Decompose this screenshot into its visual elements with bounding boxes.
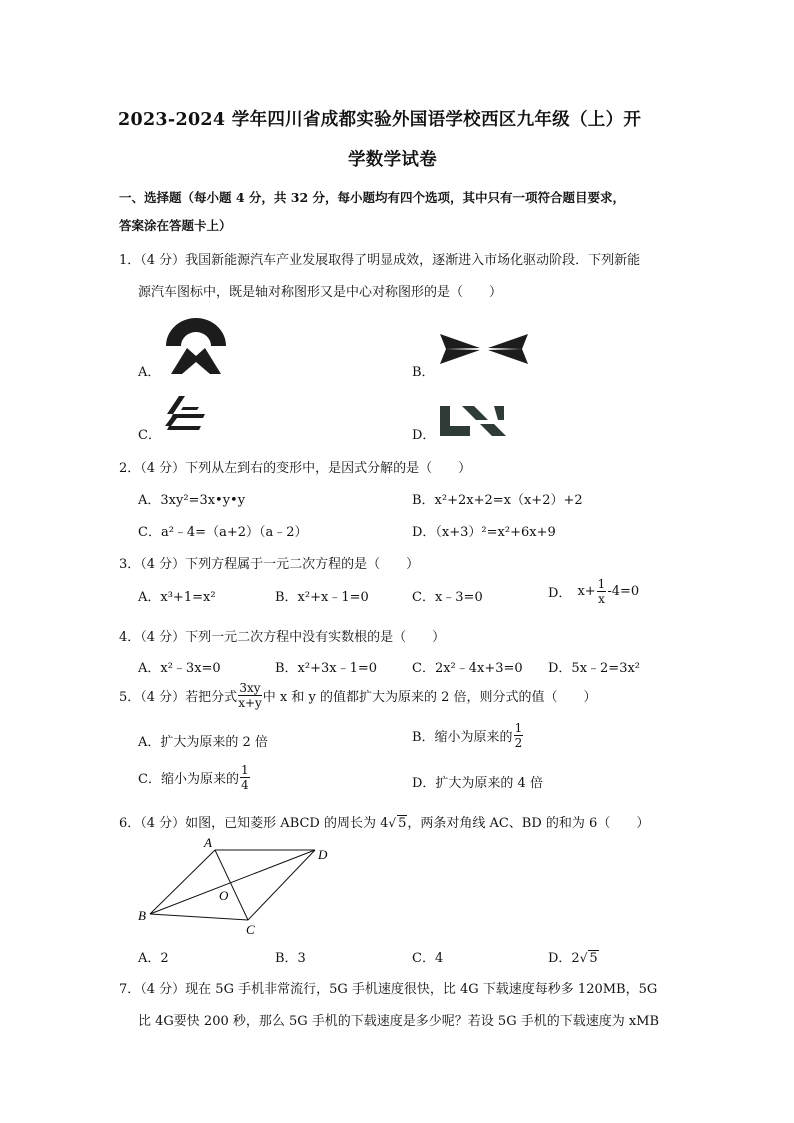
q7-stem-line2: 比 4G要快 200 秒，那么 5G 手机的下载速度是多少呢？若设 5G 手机的下载速度为 xMB — [138, 1014, 660, 1029]
q3-option-d-tail: -4=0 — [607, 584, 640, 599]
q1-option-a-label: A． — [138, 365, 161, 380]
q5-stem-pre: 5．（4 分）若把分式 — [119, 690, 238, 705]
q3-option-d — [548, 578, 639, 605]
q5-option-d: D．扩大为原来的 4 倍 — [412, 776, 543, 791]
page-title-line2: 学数学试卷 — [348, 150, 437, 170]
rhombus-figure — [136, 835, 336, 940]
q3-option-c: C．x﹣3=0 — [412, 590, 483, 605]
q1-stem-line2: 源汽车图标中，既是轴对称图形又是中心对称图形的是（ ） — [138, 285, 503, 300]
q3-option-a: A．x³+1=x² — [138, 590, 216, 605]
q1-option-b-label: B． — [412, 365, 435, 380]
q5-option-b-fraction — [514, 722, 524, 749]
q2-option-b: B．x²+2x+2=x（x+2）+2 — [412, 493, 583, 508]
vertex-label-a: A — [204, 835, 212, 850]
q3-option-d-label: D． — [548, 586, 572, 601]
vertex-label-d: D — [318, 847, 328, 862]
page-title-line1: 2023-2024 学年四川省成都实验外国语学校西区九年级（上）开 — [118, 110, 642, 130]
q5-fraction-denominator: x+y — [238, 696, 262, 710]
vertex-label-b: B — [138, 908, 146, 923]
q1-option-c-label: C． — [138, 428, 161, 443]
section-header-line2: 答案涂在答题卡上） — [119, 218, 232, 233]
q6-stem-post: ，两条对角线 AC、BD 的和为 6（ ） — [407, 816, 650, 831]
q3-stem: 3．（4 分）下列方程属于一元二次方程的是（ ） — [119, 557, 420, 572]
q5-option-c-numerator: 1 — [240, 763, 249, 777]
q7-stem-line1: 7．（4 分）现在 5G 手机非常流行，5G 手机速度很快，比 4G 下载速度每秒多 120MB，5G — [119, 982, 658, 997]
q6-option-a: A．2 — [138, 951, 169, 966]
q5-option-c-denominator: 4 — [240, 778, 249, 792]
q2-option-c: C．a²﹣4=（a+2）（a﹣2） — [138, 525, 308, 540]
q3-fraction-numerator: 1 — [597, 577, 606, 591]
li-auto-logo-icon — [440, 406, 508, 436]
q6-option-b: B．3 — [275, 951, 306, 966]
q2-option-a: A．3xy²=3x•y•y — [138, 493, 246, 508]
q6-sqrt-value: 5 — [398, 816, 407, 831]
q3-option-d-lead: x+ — [577, 584, 596, 599]
q6-option-c: C．4 — [412, 951, 444, 966]
q3-option-b: B．x²+x﹣1=0 — [275, 590, 369, 605]
q5-option-b — [412, 722, 524, 749]
q1-option-d-label: D． — [412, 428, 436, 443]
center-label-o: O — [219, 888, 229, 903]
q4-option-d: D．5x﹣2=3x² — [548, 661, 641, 676]
q4-stem: 4．（4 分）下列一元二次方程中没有实数根的是（ ） — [119, 630, 446, 645]
nio-logo-icon — [163, 316, 229, 376]
q6-option-d-sqrt: 5 — [589, 951, 598, 966]
q1-stem-line1: 1．（4 分）我国新能源汽车产业发展取得了明显成效，逐渐进入市场化驱动阶段．下列新能 — [119, 253, 641, 268]
vertex-label-c: C — [246, 922, 255, 937]
q3-fraction-denominator: x — [598, 592, 605, 606]
q5-option-b-denominator: 2 — [514, 736, 523, 750]
q5-option-b-text: B．缩小为原来的 — [412, 730, 513, 745]
q5-option-b-numerator: 1 — [514, 721, 523, 735]
q6-stem-pre: 6．（4 分）如图，已知菱形 ABCD 的周长为 4 — [119, 816, 389, 831]
q4-option-a: A．x²﹣3x=0 — [138, 661, 221, 676]
q5-option-c — [138, 764, 251, 791]
q6-option-d-text: D．2 — [548, 951, 580, 966]
q6-option-d: D．2√ 5 — [548, 951, 598, 966]
lucid-style-logo-icon — [165, 396, 211, 436]
section-header-line1: 一、选择题（每小题 4 分，共 32 分，每小题均有四个选项，其中只有一项符合题目要求， — [119, 190, 626, 205]
q3-option-d-fraction — [597, 578, 607, 605]
q4-option-b: B．x²+3x﹣1=0 — [275, 661, 378, 676]
q5-option-c-fraction — [240, 764, 250, 791]
q6-stem: 6．（4 分）如图，已知菱形 ABCD 的周长为 4√ 5，两条对角线 AC、BD 的和为 6（ ） — [119, 816, 650, 831]
q2-option-d: D．（x+3）²=x²+6x+9 — [412, 525, 556, 540]
q5-fraction — [238, 682, 262, 709]
q4-option-c: C．2x²﹣4x+3=0 — [412, 661, 523, 676]
q5-option-c-text: C．缩小为原来的 — [138, 772, 239, 787]
xpeng-logo-icon — [440, 334, 528, 364]
q5-stem-post: 中 x 和 y 的值都扩大为原来的 2 倍，则分式的值（ ） — [262, 690, 597, 705]
q5-fraction-numerator: 3xy — [239, 681, 261, 695]
q5-stem — [119, 682, 597, 709]
q2-stem: 2．（4 分）下列从左到右的变形中，是因式分解的是（ ） — [119, 461, 472, 476]
q5-option-a: A．扩大为原来的 2 倍 — [138, 735, 268, 750]
